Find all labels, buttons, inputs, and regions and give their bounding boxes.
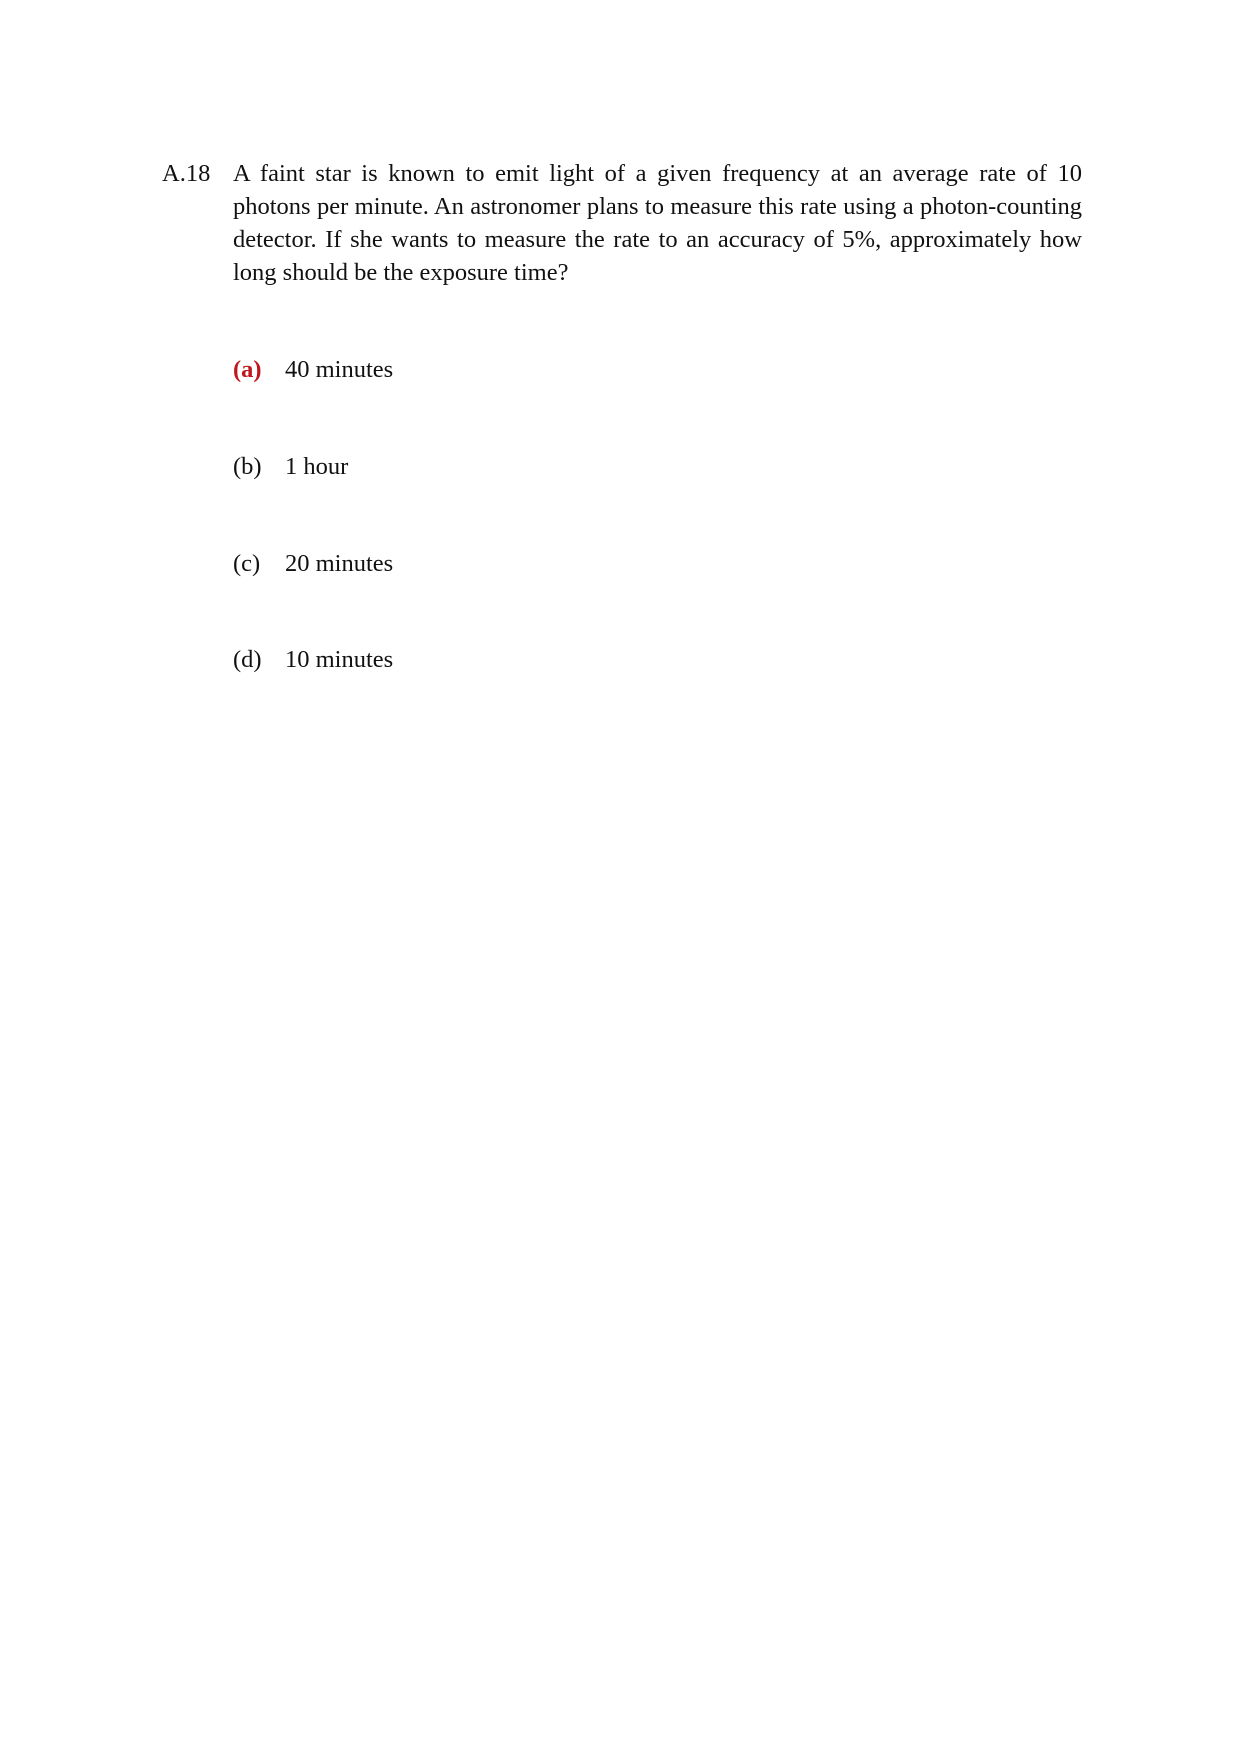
option-a-text: 40 minutes [285, 356, 394, 383]
option-d [233, 643, 393, 676]
option-c [233, 547, 393, 580]
question-text: A faint star is known to emit light of a given frequency at an average rate of 10 photons per minute. An astronomer plans to measure this rate using a photon-counting detector. If she wants to measure the rate to an accuracy of 5%, approximately how long should be the exposure time? [233, 160, 1082, 286]
option-b-label: (b) [233, 453, 262, 480]
option-d-text: 10 minutes [285, 646, 394, 673]
question-number: A.18 [162, 160, 211, 187]
option-c-text: 20 minutes [285, 550, 394, 577]
option-b [233, 450, 348, 483]
option-c-label: (c) [233, 550, 261, 577]
option-a [233, 353, 393, 386]
option-b-text: 1 hour [285, 453, 349, 480]
option-a-label: (a) [233, 356, 262, 383]
option-d-label: (d) [233, 646, 262, 673]
